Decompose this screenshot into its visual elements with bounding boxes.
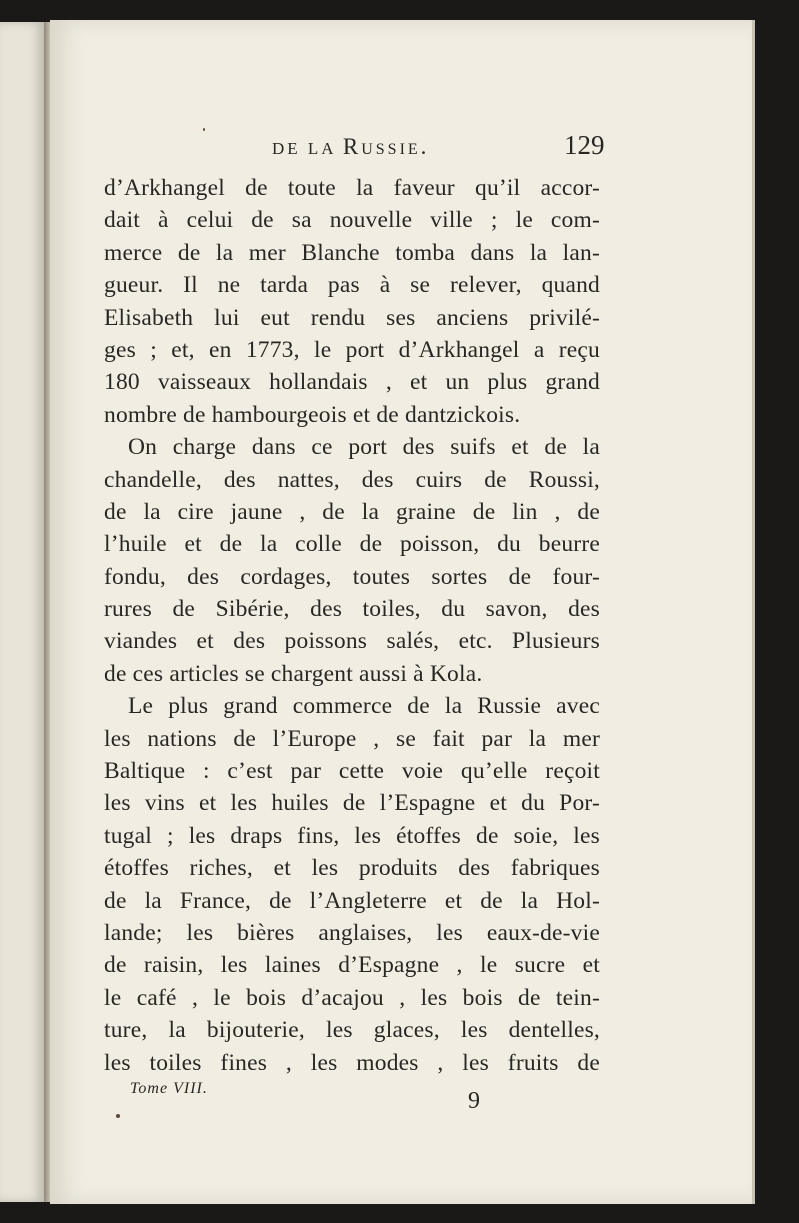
text-line: ges ; et, en 1773, le port d’Arkhangel a reçu <box>104 336 600 363</box>
running-head-small: DE LA <box>272 139 336 158</box>
text-line: gueur. Il ne tarda pas à se relever, quand <box>104 272 600 299</box>
text-line: On charge dans ce port des suifs et de la <box>128 434 600 461</box>
running-head-big: Russie. <box>342 134 430 159</box>
text-line: les toiles fines , les modes , les fruits de <box>104 1049 600 1076</box>
volume-signature: Tome VIII. <box>130 1080 208 1097</box>
text-line: l’huile et de la colle de poisson, du beurre <box>104 531 600 558</box>
paragraph-3 <box>104 690 600 1079</box>
text-line: rures de Sibérie, des toiles, du savon, des <box>104 596 600 623</box>
text-line: Elisabeth lui eut rendu ses anciens privilé- <box>104 304 600 331</box>
text-line: étoffes riches, et les produits des fabriques <box>104 855 600 882</box>
text-line: nombre de hambourgeois et de dantzickois. <box>104 401 521 428</box>
text-line: 180 vaisseaux hollandais , et un plus grand <box>104 369 600 396</box>
paragraph-2 <box>104 431 600 690</box>
text-line: ture, la bijouterie, les glaces, les dentelles, <box>104 1017 600 1044</box>
text-line: de la France, de l’Angleterre et de la Hol- <box>104 887 600 914</box>
text-line: de ces articles se chargent aussi à Kola. <box>104 660 483 687</box>
page-number: 129 <box>564 130 605 160</box>
text-line: tugal ; les draps fins, les étoffes de soie, les <box>104 822 600 849</box>
text-line: chandelle, des nattes, des cuirs de Roussi, <box>104 466 600 493</box>
text-line: merce de la mer Blanche tomba dans la lan- <box>104 239 600 266</box>
text-line: dait à celui de sa nouvelle ville ; le com- <box>104 207 600 234</box>
gathering-signature: 9 <box>468 1088 480 1114</box>
body-text <box>104 172 600 1079</box>
page-edge-right <box>752 20 755 1204</box>
text-line: le café , le bois d’acajou , les bois de tein- <box>104 984 600 1011</box>
text-line: les nations de l’Europe , se fait par la mer <box>104 725 600 752</box>
page-header <box>50 120 753 160</box>
running-head <box>272 134 429 160</box>
text-line: de la cire jaune , de la graine de lin , de <box>104 498 600 525</box>
text-line: Le plus grand commerce de la Russie avec <box>128 693 600 720</box>
paragraph-1 <box>104 172 600 431</box>
text-line: les vins et les huiles de l’Espagne et du Por- <box>104 790 600 817</box>
text-line: d’Arkhangel de toute la faveur qu’il accor- <box>104 175 600 201</box>
text-line: Baltique : c’est par cette voie qu’elle reçoit <box>104 758 600 785</box>
text-line: viandes et des poissons salés, etc. Plusieurs <box>104 628 600 655</box>
text-line: fondu, des cordages, toutes sortes de four- <box>104 563 600 590</box>
text-line: lande; les bières anglaises, les eaux-de-vie <box>104 919 600 946</box>
text-line: de raisin, les laines d’Espagne , le sucre et <box>104 952 600 979</box>
ink-speck <box>116 1114 120 1118</box>
book-page <box>50 20 753 1204</box>
left-page-edge <box>0 22 46 1202</box>
ink-speck <box>203 128 205 131</box>
